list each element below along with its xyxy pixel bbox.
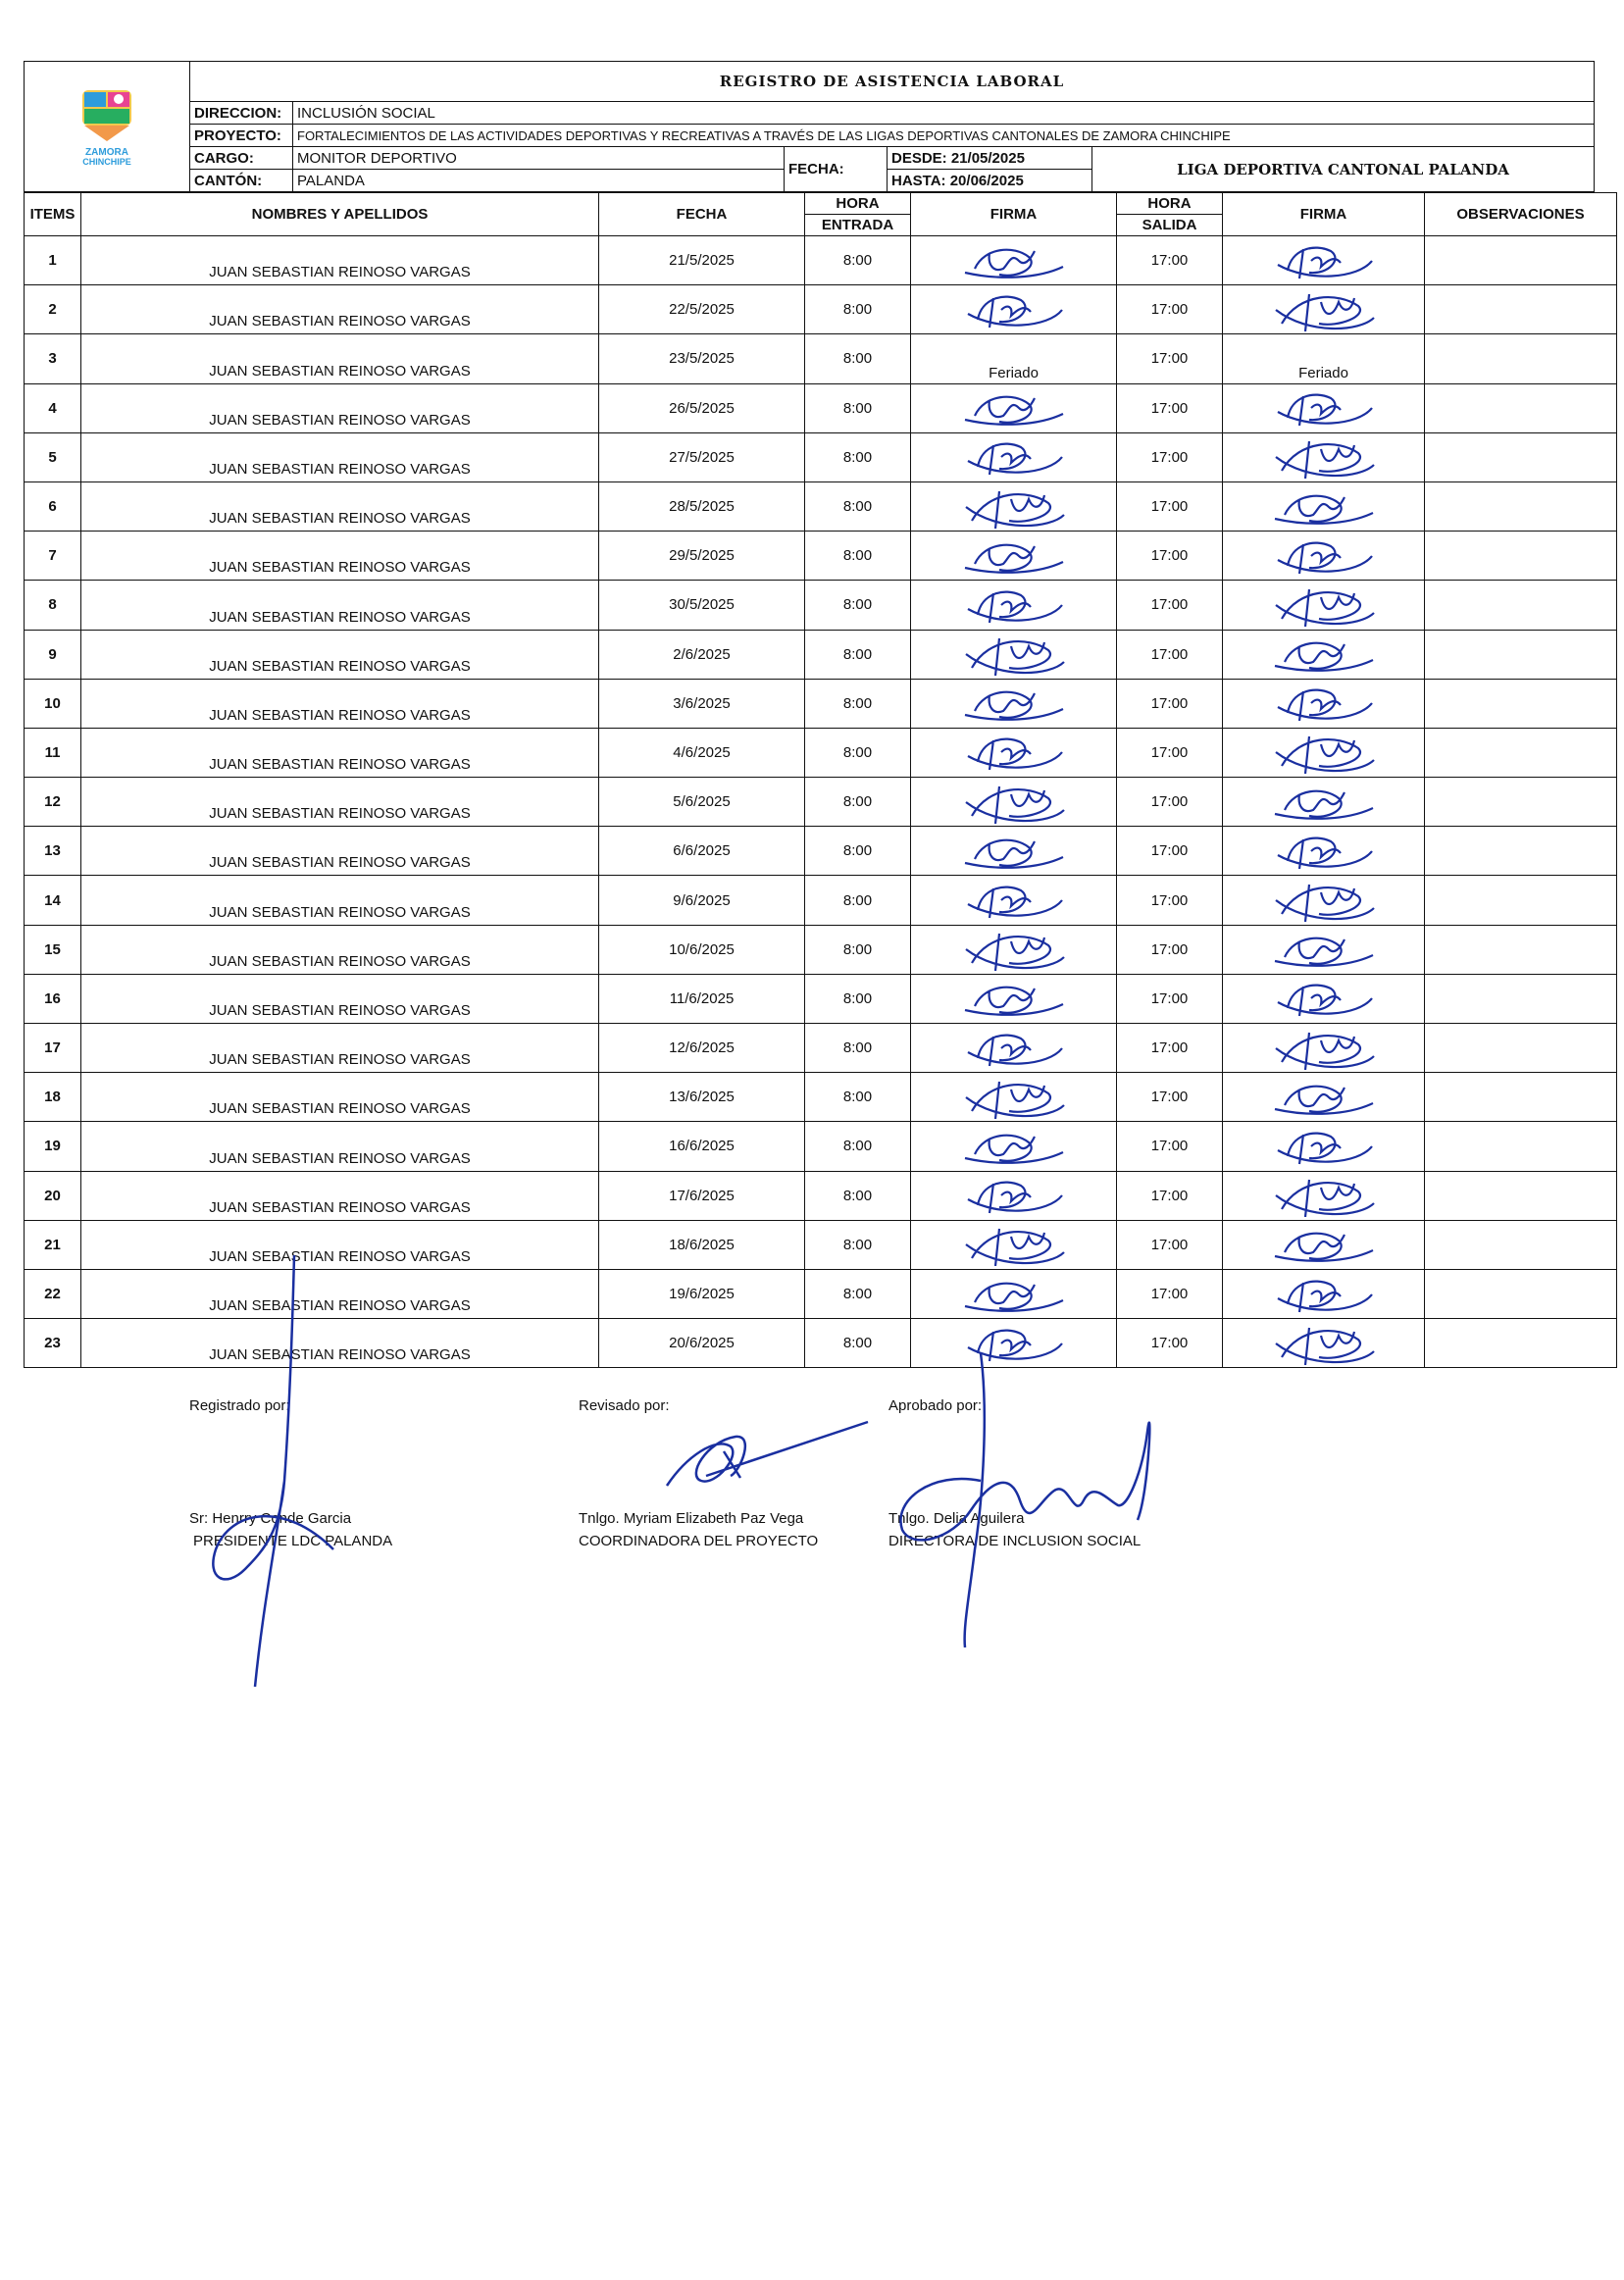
row-firma-entrada — [911, 925, 1117, 974]
cargo-value: MONITOR DEPORTIVO — [293, 147, 785, 170]
handwritten-signature-icon — [960, 1076, 1068, 1119]
row-date: 26/5/2025 — [599, 383, 805, 432]
header-table — [24, 61, 1595, 192]
direccion-label: DIRECCION: — [190, 102, 293, 125]
row-item: 18 — [25, 1073, 81, 1122]
row-item: 19 — [25, 1122, 81, 1171]
row-name: JUAN SEBASTIAN REINOSO VARGAS — [81, 925, 599, 974]
aprobado-signature-icon — [873, 1353, 1157, 1647]
row-date: 17/6/2025 — [599, 1171, 805, 1220]
row-date: 5/6/2025 — [599, 778, 805, 827]
table-row — [25, 383, 1617, 432]
row-firma-entrada — [911, 974, 1117, 1023]
proyecto-label: PROYECTO: — [190, 125, 293, 147]
table-row — [25, 1171, 1617, 1220]
row-hora-salida: 17:00 — [1117, 679, 1223, 728]
table-row — [25, 1024, 1617, 1073]
handwritten-signature-icon — [1270, 435, 1378, 479]
row-firma-salida — [1223, 334, 1425, 383]
row-date: 29/5/2025 — [599, 532, 805, 581]
handwritten-signature-icon — [960, 830, 1068, 873]
row-observaciones — [1425, 778, 1617, 827]
row-item: 14 — [25, 876, 81, 925]
row-firma-salida — [1223, 630, 1425, 679]
row-item: 20 — [25, 1171, 81, 1220]
row-hora-entrada: 8:00 — [805, 876, 911, 925]
handwritten-signature-icon — [960, 977, 1068, 1020]
row-hora-entrada: 8:00 — [805, 334, 911, 383]
row-firma-salida — [1223, 1319, 1425, 1368]
row-name: JUAN SEBASTIAN REINOSO VARGAS — [81, 481, 599, 531]
row-hora-entrada: 8:00 — [805, 581, 911, 630]
row-date: 30/5/2025 — [599, 581, 805, 630]
row-date: 21/5/2025 — [599, 236, 805, 285]
row-firma-entrada — [911, 1220, 1117, 1269]
row-date: 23/5/2025 — [599, 334, 805, 383]
table-row — [25, 630, 1617, 679]
canton-value: PALANDA — [293, 170, 785, 192]
row-item: 10 — [25, 679, 81, 728]
row-hora-salida: 17:00 — [1117, 383, 1223, 432]
row-date: 18/6/2025 — [599, 1220, 805, 1269]
row-hora-salida: 17:00 — [1117, 581, 1223, 630]
row-hora-entrada: 8:00 — [805, 1073, 911, 1122]
table-row — [25, 827, 1617, 876]
row-hora-salida: 17:00 — [1117, 1269, 1223, 1318]
table-row — [25, 432, 1617, 481]
row-firma-entrada — [911, 679, 1117, 728]
registrado-role: PRESIDENTE LDC PALANDA — [193, 1533, 393, 1549]
registrado-signature-icon — [147, 1255, 402, 1687]
handwritten-signature-icon — [960, 583, 1068, 627]
row-hora-entrada: 8:00 — [805, 974, 911, 1023]
row-name: JUAN SEBASTIAN REINOSO VARGAS — [81, 383, 599, 432]
row-firma-salida — [1223, 778, 1425, 827]
row-hora-entrada: 8:00 — [805, 285, 911, 334]
revisado-role: COORDINADORA DEL PROYECTO — [579, 1533, 819, 1549]
row-hora-entrada: 8:00 — [805, 679, 911, 728]
row-name: JUAN SEBASTIAN REINOSO VARGAS — [81, 432, 599, 481]
table-row — [25, 334, 1617, 383]
row-name: JUAN SEBASTIAN REINOSO VARGAS — [81, 285, 599, 334]
handwritten-signature-icon — [1270, 830, 1378, 873]
row-hora-salida: 17:00 — [1117, 1171, 1223, 1220]
handwritten-signature-icon — [1270, 1273, 1378, 1316]
handwritten-signature-icon — [960, 435, 1068, 479]
feriado-note: Feriado — [989, 364, 1039, 381]
row-item: 15 — [25, 925, 81, 974]
table-row — [25, 679, 1617, 728]
row-firma-salida — [1223, 432, 1425, 481]
row-name: JUAN SEBASTIAN REINOSO VARGAS — [81, 236, 599, 285]
handwritten-signature-icon — [1270, 977, 1378, 1020]
row-hora-entrada: 8:00 — [805, 236, 911, 285]
table-row — [25, 581, 1617, 630]
revisado-label: Revisado por: — [579, 1397, 670, 1414]
attendance-table — [24, 192, 1617, 1368]
row-item: 21 — [25, 1220, 81, 1269]
direccion-value: INCLUSIÓN SOCIAL — [293, 102, 1595, 125]
handwritten-signature-icon — [960, 928, 1068, 971]
row-firma-salida — [1223, 532, 1425, 581]
row-name: JUAN SEBASTIAN REINOSO VARGAS — [81, 679, 599, 728]
row-name: JUAN SEBASTIAN REINOSO VARGAS — [81, 1122, 599, 1171]
row-firma-entrada — [911, 1024, 1117, 1073]
handwritten-signature-icon — [1270, 928, 1378, 971]
handwritten-signature-icon — [1270, 288, 1378, 331]
handwritten-signature-icon — [1270, 534, 1378, 578]
row-date: 12/6/2025 — [599, 1024, 805, 1073]
row-hora-entrada: 8:00 — [805, 432, 911, 481]
row-firma-salida — [1223, 1122, 1425, 1171]
col-firma-salida: FIRMA — [1223, 193, 1425, 236]
row-hora-entrada: 8:00 — [805, 630, 911, 679]
row-date: 3/6/2025 — [599, 679, 805, 728]
col-salida: SALIDA — [1117, 215, 1223, 236]
row-name: JUAN SEBASTIAN REINOSO VARGAS — [81, 532, 599, 581]
liga-name: LIGA DEPORTIVA CANTONAL PALANDA — [1092, 147, 1595, 192]
row-hora-salida: 17:00 — [1117, 728, 1223, 777]
row-observaciones — [1425, 679, 1617, 728]
row-hora-entrada: 8:00 — [805, 1319, 911, 1368]
document-title: REGISTRO DE ASISTENCIA LABORAL — [190, 62, 1595, 102]
row-firma-salida — [1223, 974, 1425, 1023]
row-firma-salida — [1223, 1024, 1425, 1073]
table-row — [25, 778, 1617, 827]
svg-text:CHINCHIPE: CHINCHIPE — [82, 157, 131, 167]
row-firma-entrada — [911, 481, 1117, 531]
row-firma-entrada — [911, 876, 1117, 925]
row-firma-salida — [1223, 481, 1425, 531]
row-name: JUAN SEBASTIAN REINOSO VARGAS — [81, 1073, 599, 1122]
row-firma-entrada — [911, 1122, 1117, 1171]
svg-text:ZAMORA: ZAMORA — [85, 147, 128, 158]
row-firma-salida — [1223, 679, 1425, 728]
handwritten-signature-icon — [960, 781, 1068, 824]
row-firma-salida — [1223, 728, 1425, 777]
row-observaciones — [1425, 925, 1617, 974]
row-item: 9 — [25, 630, 81, 679]
row-observaciones — [1425, 1171, 1617, 1220]
table-row — [25, 1122, 1617, 1171]
handwritten-signature-icon — [960, 239, 1068, 282]
table-row — [25, 876, 1617, 925]
row-hora-salida: 17:00 — [1117, 974, 1223, 1023]
row-item: 7 — [25, 532, 81, 581]
row-item: 1 — [25, 236, 81, 285]
row-hora-salida: 17:00 — [1117, 236, 1223, 285]
row-observaciones — [1425, 581, 1617, 630]
row-date: 6/6/2025 — [599, 827, 805, 876]
row-hora-entrada: 8:00 — [805, 778, 911, 827]
row-item: 13 — [25, 827, 81, 876]
row-firma-salida — [1223, 383, 1425, 432]
row-observaciones — [1425, 1319, 1617, 1368]
row-firma-salida — [1223, 285, 1425, 334]
row-firma-entrada — [911, 532, 1117, 581]
fecha-desde: DESDE: 21/05/2025 — [888, 147, 1092, 170]
row-hora-salida: 17:00 — [1117, 481, 1223, 531]
row-observaciones — [1425, 383, 1617, 432]
row-firma-entrada — [911, 334, 1117, 383]
row-item: 6 — [25, 481, 81, 531]
col-items: ITEMS — [25, 193, 81, 236]
row-name: JUAN SEBASTIAN REINOSO VARGAS — [81, 974, 599, 1023]
row-observaciones — [1425, 481, 1617, 531]
handwritten-signature-icon — [1270, 633, 1378, 676]
row-hora-salida: 17:00 — [1117, 876, 1223, 925]
table-row — [25, 236, 1617, 285]
handwritten-signature-icon — [1270, 239, 1378, 282]
row-date: 19/6/2025 — [599, 1269, 805, 1318]
handwritten-signature-icon — [960, 534, 1068, 578]
canton-label: CANTÓN: — [190, 170, 293, 192]
row-name: JUAN SEBASTIAN REINOSO VARGAS — [81, 728, 599, 777]
row-firma-salida — [1223, 925, 1425, 974]
row-observaciones — [1425, 432, 1617, 481]
handwritten-signature-icon — [960, 633, 1068, 676]
row-date: 9/6/2025 — [599, 876, 805, 925]
fecha-label: FECHA: — [785, 147, 888, 192]
handwritten-signature-icon — [1270, 1027, 1378, 1070]
row-hora-salida: 17:00 — [1117, 925, 1223, 974]
row-hora-salida: 17:00 — [1117, 1220, 1223, 1269]
row-firma-salida — [1223, 1171, 1425, 1220]
handwritten-signature-icon — [1270, 682, 1378, 725]
row-date: 4/6/2025 — [599, 728, 805, 777]
handwritten-signature-icon — [960, 1027, 1068, 1070]
row-hora-salida: 17:00 — [1117, 432, 1223, 481]
row-hora-salida: 17:00 — [1117, 827, 1223, 876]
handwritten-signature-icon — [1270, 1076, 1378, 1119]
handwritten-signature-icon — [1270, 1223, 1378, 1266]
table-row — [25, 974, 1617, 1023]
handwritten-signature-icon — [960, 731, 1068, 774]
row-hora-entrada: 8:00 — [805, 925, 911, 974]
handwritten-signature-icon — [1270, 1174, 1378, 1217]
row-date: 20/6/2025 — [599, 1319, 805, 1368]
col-fecha: FECHA — [599, 193, 805, 236]
handwritten-signature-icon — [1270, 485, 1378, 529]
registrado-name: Sr: Henrry Conde Garcia — [189, 1510, 352, 1527]
cargo-label: CARGO: — [190, 147, 293, 170]
col-entrada: ENTRADA — [805, 215, 911, 236]
handwritten-signature-icon — [960, 485, 1068, 529]
row-hora-entrada: 8:00 — [805, 383, 911, 432]
row-name: JUAN SEBASTIAN REINOSO VARGAS — [81, 827, 599, 876]
row-firma-entrada — [911, 432, 1117, 481]
row-observaciones — [1425, 1220, 1617, 1269]
row-item: 4 — [25, 383, 81, 432]
row-firma-salida — [1223, 1220, 1425, 1269]
handwritten-signature-icon — [1270, 1322, 1378, 1365]
row-item: 3 — [25, 334, 81, 383]
row-observaciones — [1425, 630, 1617, 679]
row-observaciones — [1425, 1024, 1617, 1073]
row-firma-entrada — [911, 1073, 1117, 1122]
row-date: 16/6/2025 — [599, 1122, 805, 1171]
row-hora-salida: 17:00 — [1117, 532, 1223, 581]
row-hora-salida: 17:00 — [1117, 285, 1223, 334]
row-item: 5 — [25, 432, 81, 481]
row-date: 10/6/2025 — [599, 925, 805, 974]
table-row — [25, 925, 1617, 974]
handwritten-signature-icon — [960, 1125, 1068, 1168]
revisado-signature-icon — [647, 1417, 873, 1510]
handwritten-signature-icon — [960, 879, 1068, 922]
row-name: JUAN SEBASTIAN REINOSO VARGAS — [81, 1171, 599, 1220]
row-item: 12 — [25, 778, 81, 827]
fecha-hasta: HASTA: 20/06/2025 — [888, 170, 1092, 192]
row-firma-salida — [1223, 1269, 1425, 1318]
row-name: JUAN SEBASTIAN REINOSO VARGAS — [81, 1024, 599, 1073]
row-date: 27/5/2025 — [599, 432, 805, 481]
proyecto-value: FORTALECIMIENTOS DE LAS ACTIVIDADES DEPORTIVAS Y RECREATIVAS A TRAVÉS DE LAS LIGAS DEPORTIVAS CANTONALES DE ZAMORA CHINCHIPE — [293, 125, 1595, 147]
row-hora-entrada: 8:00 — [805, 1122, 911, 1171]
handwritten-signature-icon — [960, 1174, 1068, 1217]
row-item: 22 — [25, 1269, 81, 1318]
row-observaciones — [1425, 876, 1617, 925]
row-observaciones — [1425, 532, 1617, 581]
handwritten-signature-icon — [1270, 583, 1378, 627]
handwritten-signature-icon — [960, 1223, 1068, 1266]
row-date: 28/5/2025 — [599, 481, 805, 531]
row-observaciones — [1425, 1073, 1617, 1122]
row-firma-entrada — [911, 581, 1117, 630]
row-hora-salida: 17:00 — [1117, 1319, 1223, 1368]
row-name: JUAN SEBASTIAN REINOSO VARGAS — [81, 778, 599, 827]
handwritten-signature-icon — [960, 288, 1068, 331]
table-row — [25, 1073, 1617, 1122]
row-item: 8 — [25, 581, 81, 630]
row-observaciones — [1425, 236, 1617, 285]
aprobado-role: DIRECTORA DE INCLUSION SOCIAL — [888, 1533, 1142, 1549]
row-item: 23 — [25, 1319, 81, 1368]
table-row — [25, 532, 1617, 581]
row-hora-salida: 17:00 — [1117, 1024, 1223, 1073]
row-firma-salida — [1223, 581, 1425, 630]
row-item: 17 — [25, 1024, 81, 1073]
row-observaciones — [1425, 1269, 1617, 1318]
row-firma-entrada — [911, 1269, 1117, 1318]
row-hora-entrada: 8:00 — [805, 1269, 911, 1318]
handwritten-signature-icon — [1270, 1125, 1378, 1168]
row-date: 11/6/2025 — [599, 974, 805, 1023]
row-firma-entrada — [911, 285, 1117, 334]
handwritten-signature-icon — [1270, 731, 1378, 774]
handwritten-signature-icon — [960, 682, 1068, 725]
aprobado-name: Tnlgo. Delia Aguilera — [888, 1510, 1025, 1527]
row-firma-salida — [1223, 876, 1425, 925]
row-firma-entrada — [911, 778, 1117, 827]
row-name: JUAN SEBASTIAN REINOSO VARGAS — [81, 630, 599, 679]
zamora-chinchipe-logo-icon — [63, 80, 151, 169]
row-hora-entrada: 8:00 — [805, 1171, 911, 1220]
col-hora-entrada: HORA — [805, 193, 911, 215]
table-row — [25, 285, 1617, 334]
row-item: 2 — [25, 285, 81, 334]
row-hora-salida: 17:00 — [1117, 630, 1223, 679]
row-observaciones — [1425, 728, 1617, 777]
handwritten-signature-icon — [960, 386, 1068, 430]
row-item: 11 — [25, 728, 81, 777]
col-firma-entrada: FIRMA — [911, 193, 1117, 236]
row-firma-entrada — [911, 827, 1117, 876]
handwritten-signature-icon — [960, 1273, 1068, 1316]
row-observaciones — [1425, 1122, 1617, 1171]
row-observaciones — [1425, 827, 1617, 876]
row-date: 22/5/2025 — [599, 285, 805, 334]
row-date: 13/6/2025 — [599, 1073, 805, 1122]
logo-cell — [25, 62, 190, 192]
row-name: JUAN SEBASTIAN REINOSO VARGAS — [81, 334, 599, 383]
row-name: JUAN SEBASTIAN REINOSO VARGAS — [81, 581, 599, 630]
row-name: JUAN SEBASTIAN REINOSO VARGAS — [81, 1220, 599, 1269]
row-firma-entrada — [911, 1171, 1117, 1220]
row-date: 2/6/2025 — [599, 630, 805, 679]
row-firma-salida — [1223, 236, 1425, 285]
row-hora-entrada: 8:00 — [805, 728, 911, 777]
registrado-label: Registrado por: — [189, 1397, 290, 1414]
feriado-note: Feriado — [1298, 364, 1348, 381]
row-name: JUAN SEBASTIAN REINOSO VARGAS — [81, 1269, 599, 1318]
row-firma-salida — [1223, 827, 1425, 876]
col-nombres: NOMBRES Y APELLIDOS — [81, 193, 599, 236]
handwritten-signature-icon — [1270, 386, 1378, 430]
row-hora-salida: 17:00 — [1117, 1073, 1223, 1122]
revisado-name: Tnlgo. Myriam Elizabeth Paz Vega — [579, 1510, 804, 1527]
row-hora-entrada: 8:00 — [805, 1024, 911, 1073]
col-observaciones: OBSERVACIONES — [1425, 193, 1617, 236]
row-observaciones — [1425, 334, 1617, 383]
row-firma-salida — [1223, 1073, 1425, 1122]
row-firma-entrada — [911, 728, 1117, 777]
row-firma-entrada — [911, 630, 1117, 679]
row-name: JUAN SEBASTIAN REINOSO VARGAS — [81, 1319, 599, 1368]
row-hora-entrada: 8:00 — [805, 532, 911, 581]
col-hora-salida: HORA — [1117, 193, 1223, 215]
handwritten-signature-icon — [1270, 781, 1378, 824]
row-hora-salida: 17:00 — [1117, 334, 1223, 383]
handwritten-signature-icon — [1270, 879, 1378, 922]
aprobado-label: Aprobado por: — [888, 1397, 983, 1414]
row-name: JUAN SEBASTIAN REINOSO VARGAS — [81, 876, 599, 925]
row-hora-salida: 17:00 — [1117, 1122, 1223, 1171]
row-hora-salida: 17:00 — [1117, 778, 1223, 827]
row-hora-entrada: 8:00 — [805, 1220, 911, 1269]
row-firma-entrada — [911, 236, 1117, 285]
table-row — [25, 728, 1617, 777]
row-firma-entrada — [911, 383, 1117, 432]
row-hora-entrada: 8:00 — [805, 827, 911, 876]
table-row — [25, 481, 1617, 531]
row-item: 16 — [25, 974, 81, 1023]
row-observaciones — [1425, 285, 1617, 334]
row-observaciones — [1425, 974, 1617, 1023]
row-hora-entrada: 8:00 — [805, 481, 911, 531]
